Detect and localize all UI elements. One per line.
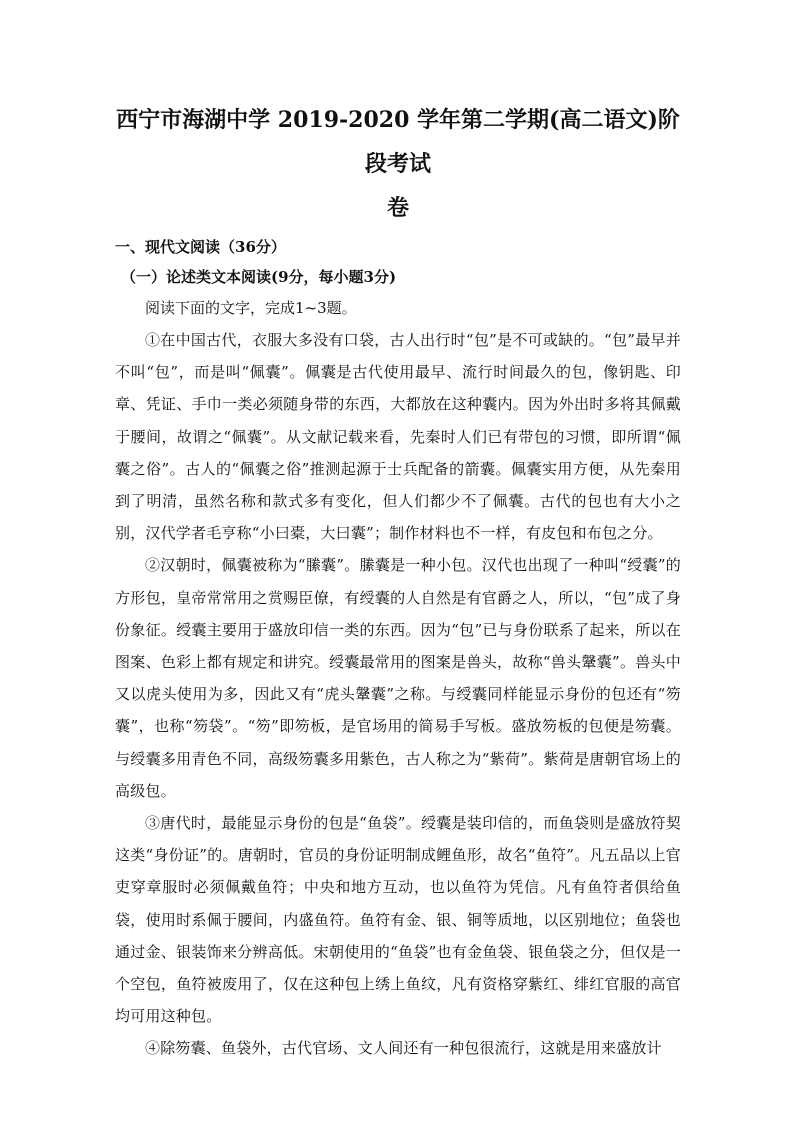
exam-title-line-2: 卷 bbox=[386, 195, 409, 221]
paragraph-1: ①在中国古代，衣服大多没有口袋，古人出行时“包”是不可或缺的。“包”最早并不叫“包”，而是叫“佩囊”。佩囊是古代使用最早、流行时间最久的包，像钥匙、印章、凭证、手巾一类必须随身带的东西，大都放在这种囊内。因为外出时多将其佩戴于腰间，故谓之“佩囊”。从文献记载来看，先秦时人们已有带包的习惯，即所谓“佩囊之俗”。古人的“佩囊之俗”推测起源于士兵配备的箭囊。佩囊实用方便，从先秦用到了明清，虽然名称和款式多有变化，但人们都少不了佩囊。古代的包也有大小之别，汉代学者毛亨称“小曰橐，大曰囊”；制作材料也不一样，有皮包和布包之分。 bbox=[115, 331, 681, 543]
paragraph-3: ③唐代时，最能显示身份的包是“鱼袋”。绶囊是装印信的，而鱼袋则是盛放符契这类“身份证”的。唐朝时，官员的身份证明制成鲤鱼形，故名“鱼符”。凡五品以上官吏穿章服时必须佩戴鱼符；中央和地方互动，也以鱼符为凭信。凡有鱼符者俱给鱼袋，使用时系佩于腰间，内盛鱼符。鱼符有金、银、铜等质地，以区别地位；鱼袋也通过金、银装饰来分辨高低。宋朝使用的“鱼袋”也有金鱼袋、银鱼袋之分，但仅是一个空包，鱼符被废用了，仅在这种包上绣上鱼纹，凡有资格穿紫红、绯红官服的高官均可用这种包。 bbox=[115, 814, 681, 1026]
section-heading: 一、现代文阅读（36分） bbox=[115, 238, 286, 256]
document-page bbox=[115, 98, 681, 1065]
reading-instruction: 阅读下面的文字，完成1~3题。 bbox=[145, 299, 357, 317]
paragraph-2: ②汉朝时，佩囊被称为“縢囊”。縢囊是一种小包。汉代也出现了一种叫“绶囊”的方形包，皇帝常常用之赏赐臣僚，有绶囊的人自然是有官爵之人，所以，“包”成了身份象征。绶囊主要用于盛放印信一类的东西。因为“包”已与身份联系了起来，所以在图案、色彩上都有规定和讲究。绶囊最常用的图案是兽头，故称“兽头鞶囊”。兽头中又以虎头使用为多，因此又有“虎头鞶囊”之称。与绶囊同样能显示身份的包还有“笏囊”，也称“笏袋”。“笏”即笏板，是官场用的简易手写板。盛放笏板的包便是笏囊。与绶囊多用青色不同，高级笏囊多用紫色，古人称之为“紫荷”。紫荷是唐朝官场上的高级包。 bbox=[115, 556, 681, 800]
exam-title-line-1: 西宁市海湖中学 2019-2020 学年第二学期(高二语文)阶段考试 bbox=[116, 107, 680, 177]
paragraph-4: ④除笏囊、鱼袋外，古代官场、文人间还有一种包很流行，这就是用来盛放计 bbox=[145, 1039, 662, 1058]
subsection-heading: （一）论述类文本阅读(9分，每小题3分) bbox=[121, 268, 397, 286]
exam-title bbox=[115, 98, 681, 230]
